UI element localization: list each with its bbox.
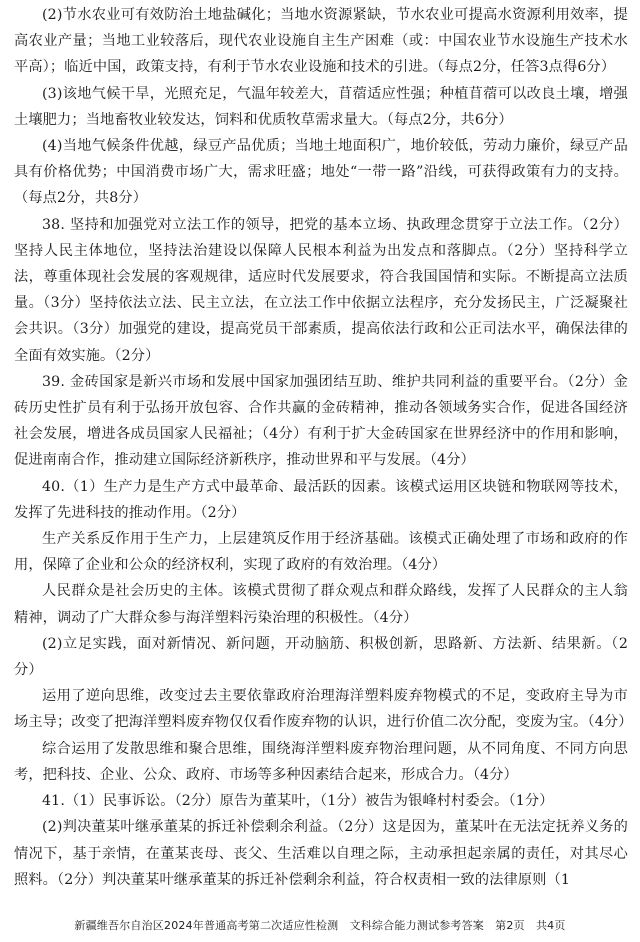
answer-paragraph: 41.（1）民事诉讼。（2分）原告为董某叶，（1分）被告为银峰村村委会。（1分） [42,793,554,810]
answer-paragraph: (2)节水农业可有效防治土地盐碱化；当地水资源紧缺，节水农业可提高水资源利用效率，提高农业产量；当地工业较落后，现代农业设施自主生产困难（或：中国农业节水设施生产技术水平高）；临近中国，政策支持，有利于节水农业设施和技术的引进。（每点2分，任答3点得6分） [14,7,628,76]
answer-paragraph: 运用了逆向思维，改变过去主要依靠政府治理海洋塑料废弃物模式的不足，变政府主导为市场主导；改变了把海洋塑料废弃物仅仅看作废弃物的认识，进行价值二次分配，变废为宝。（4分） [14,688,633,731]
answer-key-page [14,2,633,893]
page-footer: 新疆维吾尔自治区2024年普通高考第二次适应性检测 文科综合能力测试参考答案 第2页 共4页 [74,919,566,932]
answer-paragraph: (3)该地气候干旱，光照充足，气温年较差大，苜蓿适应性强；种植苜蓿可以改良土壤，增强土壤肥力；当地畜牧业较发达，饲料和优质牧草需求量大。（每点2分，共6分） [14,85,628,128]
answer-paragraph: (2)判决董某叶继承董某的拆迁补偿剩余利益。（2分）这是因为，董某叶在无法定抚养义务的情况下，基于亲情，在董某丧母、丧父、生活难以自理之际，主动承担起亲属的责任，对其尽心照料。（2分）判决董某叶继承董某的拆迁补偿剩余利益，符合权责相一致的法律原则（1 [14,819,628,888]
answer-paragraph: 生产关系反作用于生产力，上层建筑反作用于经济基础。该模式正确处理了市场和政府的作用，保障了企业和公众的经济权利，实现了政府的有效治理。（4分） [14,531,628,574]
answer-paragraph: 综合运用了发散思维和聚合思维，围绕海洋塑料废弃物治理问题，从不同角度、不同方向思考，把科技、企业、公众、政府、市场等多种因素结合起来，形成合力。（4分） [14,740,628,783]
answer-paragraph: 39. 金砖国家是新兴市场和发展中国家加强团结互助、维护共同利益的重要平台。（2分）金砖历史性扩员有利于弘扬开放包容、合作共赢的金砖精神，推动各领域务实合作，促进各国经济社会发展，增进各成员国家人民福祉；（4分）有利于扩大金砖国家在世界经济中的作用和影响，促进南南合作，推动建立国际经济新秩序，推动世界和平与发展。（4分） [14,373,628,469]
answer-paragraph: (2)立足实践，面对新情况、新问题，开动脑筋、积极创新，思路新、方法新、结果新。（2分） [14,635,628,679]
answer-paragraph: (4)当地气候条件优越，绿豆产品优质；当地土地面积广，地价较低，劳动力廉价，绿豆产品具有价格优势；中国消费市场广大，需求旺盛；地处“一带一路”沿线，可获得政策有力的支持。（每点2分，共8分） [14,138,628,207]
answer-paragraph: 人民群众是社会历史的主体。该模式贯彻了群众观点和群众路线，发挥了人民群众的主人翁精神，调动了广大群众参与海洋塑料污染治理的积极性。（4分） [14,583,628,626]
answer-paragraph: 40.（1）生产力是生产方式中最革命、最活跃的因素。该模式运用区块链和物联网等技术，发挥了先进科技的推动作用。（2分） [14,478,628,521]
answer-paragraph: 38. 坚持和加强党对立法工作的领导，把党的基本立场、执政理念贯穿于立法工作。（2分）坚持人民主体地位，坚持法治建设以保障人民根本利益为出发点和落脚点。（2分）坚持科学立法，尊重体现社会发展的客观规律，适应时代发展要求，符合我国国情和实际。不断提高立法质量。（3分）坚持依法立法、民主立法，在立法工作中依据立法程序，充分发扬民主，广泛凝聚社会共识。（3分）加强党的建设，提高党员干部素质，提高依法行政和公正司法水平，确保法律的全面有效实施。（2分） [14,216,628,364]
